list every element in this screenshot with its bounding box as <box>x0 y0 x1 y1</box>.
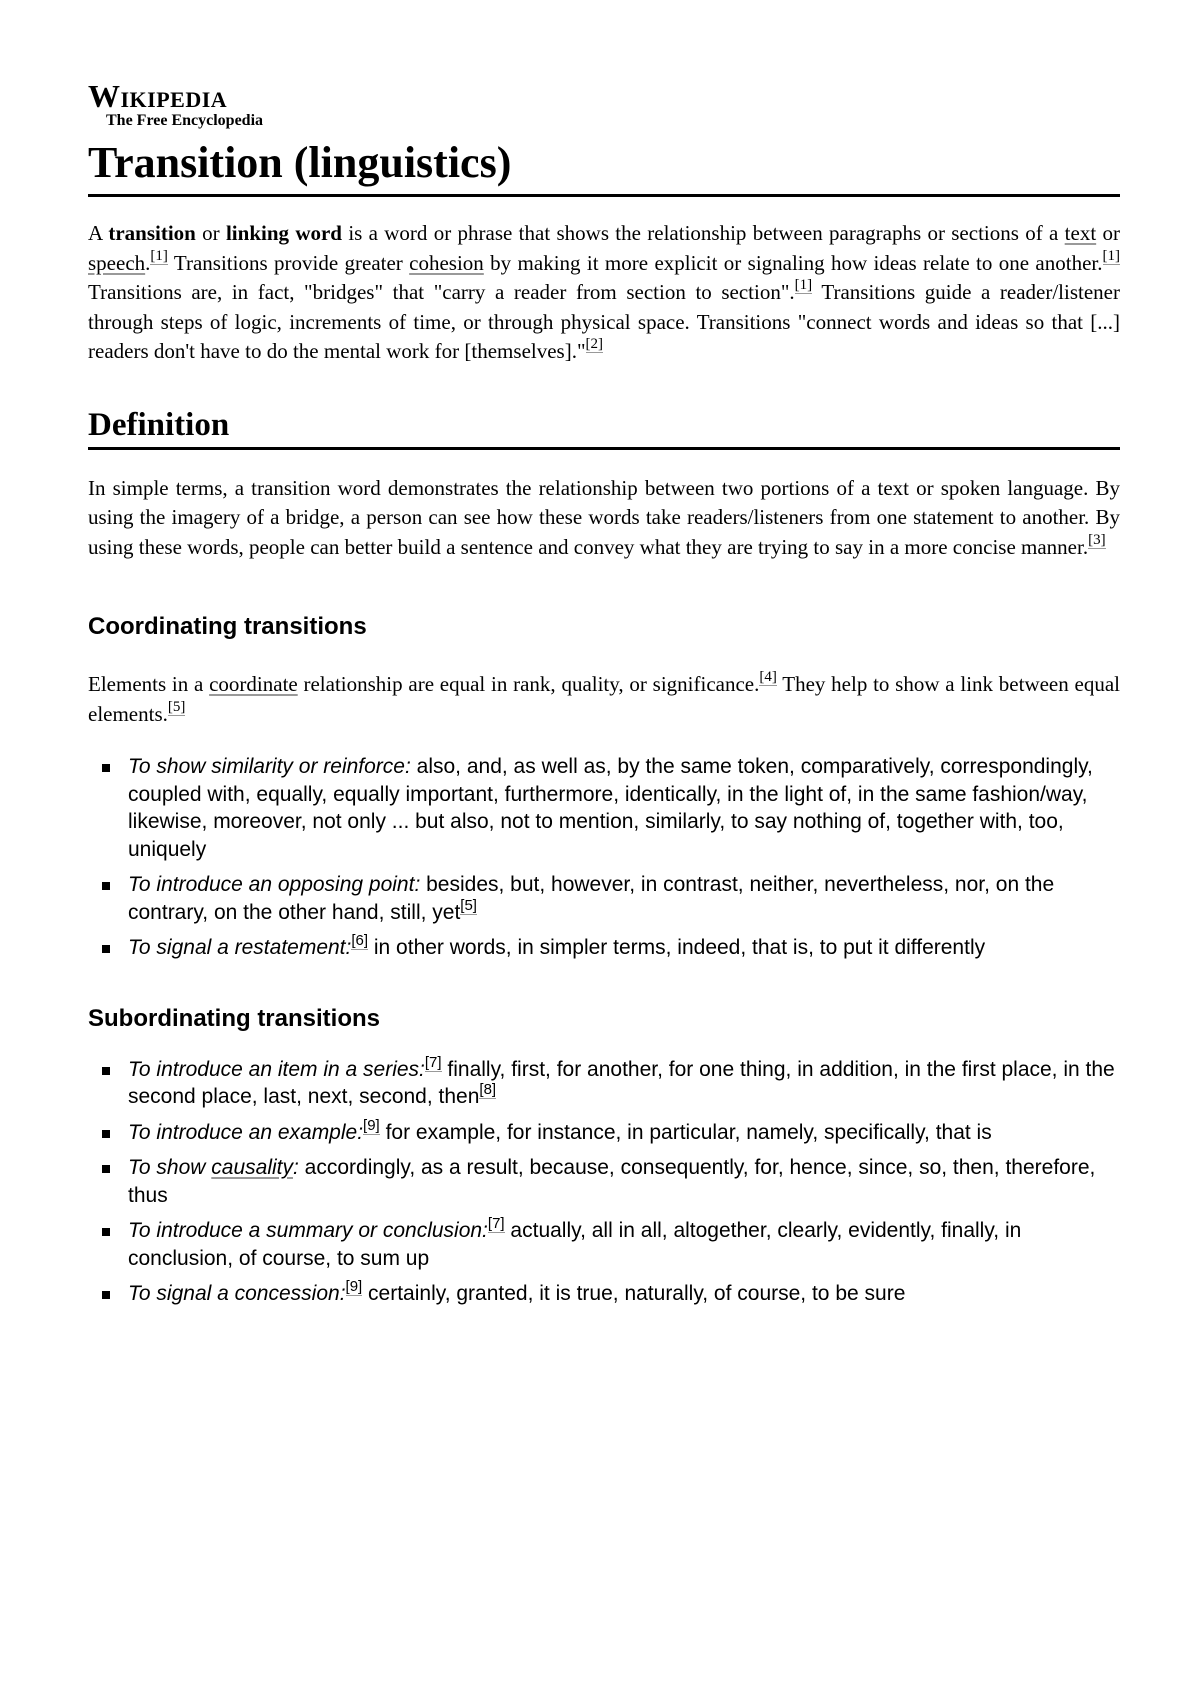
article <box>88 80 1120 1316</box>
item-text: for example, for instance, in particular, namely, specifically, that is <box>379 1120 992 1144</box>
list-item <box>88 753 1120 863</box>
list-item <box>88 934 1120 962</box>
causality-link[interactable]: causality <box>211 1156 293 1179</box>
subordinating-list <box>88 1053 1120 1308</box>
citation-link[interactable]: [8] <box>479 1081 497 1098</box>
item-lead: To introduce an item in a series: <box>128 1057 425 1081</box>
intro-text: is a word or phrase that shows the relationship between paragraphs or sections of a <box>342 221 1065 245</box>
coordinate-link[interactable]: coordinate <box>209 672 298 696</box>
coordinating-text: Elements in a <box>88 672 210 696</box>
coordinating-list <box>88 753 1120 962</box>
citation-link[interactable]: [1] <box>794 277 813 293</box>
coordinating-text: relationship are equal in rank, quality, or significance. <box>297 672 760 696</box>
bold-term-linking-word: linking word <box>225 221 342 245</box>
subsection-heading-subordinating: Subordinating transitions <box>88 1004 380 1032</box>
list-item <box>88 1217 1120 1272</box>
citation-link[interactable]: [1] <box>150 247 168 264</box>
item-lead: To signal a restatement: <box>128 936 352 959</box>
item-lead: To signal a concession: <box>128 1282 346 1305</box>
item-lead: To introduce a summary or conclusion: <box>128 1219 488 1242</box>
citation-link[interactable]: [1] <box>1102 247 1120 264</box>
section-heading-definition: Definition <box>88 403 1120 450</box>
intro-text: Transitions are, in fact, "bridges" that "carry a reader from section to section". <box>88 280 795 304</box>
citation-link[interactable]: [5] <box>167 698 186 715</box>
intro-text: A <box>88 221 109 245</box>
item-text: besides, but, however, in contrast, neither, nevertheless, nor, on the contrary, on the other hand, still, yet <box>128 873 1055 924</box>
list-item <box>88 1154 1120 1209</box>
logo-tagline: The Free Encyclopedia <box>106 112 264 129</box>
list-item <box>88 1280 1120 1308</box>
list-item <box>88 1116 1120 1147</box>
speech-link[interactable]: speech <box>88 250 146 275</box>
citation-link[interactable]: [5] <box>460 896 477 914</box>
page-title: Transition (linguistics) <box>88 134 1120 197</box>
citation-link[interactable]: [7] <box>487 1215 505 1232</box>
citation-link[interactable]: [2] <box>585 336 604 352</box>
citation-link[interactable]: [3] <box>1088 531 1106 548</box>
item-text: certainly, granted, it is true, naturally, of course, to be sure <box>362 1282 906 1305</box>
item-lead: To show <box>128 1156 212 1179</box>
item-text: finally, first, for another, for one thing, in addition, in the first place, in the second place, last, next, second, then <box>128 1057 1115 1108</box>
item-text: accordingly, as a result, because, consequently, for, hence, since, so, then, therefore, thus <box>128 1156 1096 1207</box>
cohesion-link[interactable]: cohesion <box>409 250 484 275</box>
citation-link[interactable]: [9] <box>345 1278 363 1295</box>
intro-paragraph <box>88 219 1120 367</box>
wikipedia-logo[interactable] <box>88 80 288 130</box>
coordinating-paragraph <box>88 670 1120 729</box>
citation-link[interactable]: [6] <box>351 932 369 949</box>
coordinating-text: They help to show a link between equal elements. <box>88 672 1120 726</box>
item-lead: To introduce an opposing point: <box>128 873 421 896</box>
intro-text: Transitions guide a reader/listener through steps of logic, increments of time, or through physical space. Transitions "connect words and ideas so that [...] readers don't have to do the mental work for [themselves]." <box>88 280 1120 363</box>
item-text: also, and, as well as, by the same token, comparatively, correspondingly, coupled with, equally, equally important, furthermore, identically, in the light of, in the same fashion/way, likewise, moreover, not only ... but also, not to mention, similarly, to say nothing of, together with, too, uniquely <box>128 755 1093 861</box>
text-link[interactable]: text <box>1064 221 1097 245</box>
item-lead: : <box>292 1156 299 1179</box>
item-text: in other words, in simpler terms, indeed, that is, to put it differently <box>368 936 986 959</box>
intro-text: or <box>195 221 226 245</box>
item-lead: To show similarity or reinforce: <box>128 755 411 778</box>
subsection-heading-coordinating: Coordinating transitions <box>88 613 367 640</box>
citation-link[interactable]: [9] <box>363 1116 380 1134</box>
citation-link[interactable]: [7] <box>424 1053 442 1071</box>
citation-link[interactable]: [4] <box>759 669 777 685</box>
intro-text: by making it more explicit or signaling how ideas relate to one another. <box>483 250 1103 275</box>
intro-text: or <box>1096 221 1120 245</box>
definition-paragraph <box>88 474 1120 563</box>
list-item <box>88 1053 1120 1111</box>
item-text: actually, all in all, altogether, clearly, evidently, finally, in conclusion, of course, to sum up <box>128 1219 1022 1270</box>
logo-wordmark: Wikipedia <box>88 78 228 114</box>
list-item <box>88 871 1120 926</box>
definition-text: In simple terms, a transition word demonstrates the relationship between two portions of a text or spoken language. By using the imagery of a bridge, a person can see how these words take readers/listeners from one statement to another. By using these words, people can better build a sentence and convey what they are trying to say in a more concise manner. <box>88 475 1120 559</box>
intro-text: Transitions provide greater <box>167 250 410 275</box>
intro-text: . <box>145 250 151 275</box>
bold-term-transition: transition <box>108 221 196 245</box>
item-lead: To introduce an example: <box>128 1120 364 1144</box>
